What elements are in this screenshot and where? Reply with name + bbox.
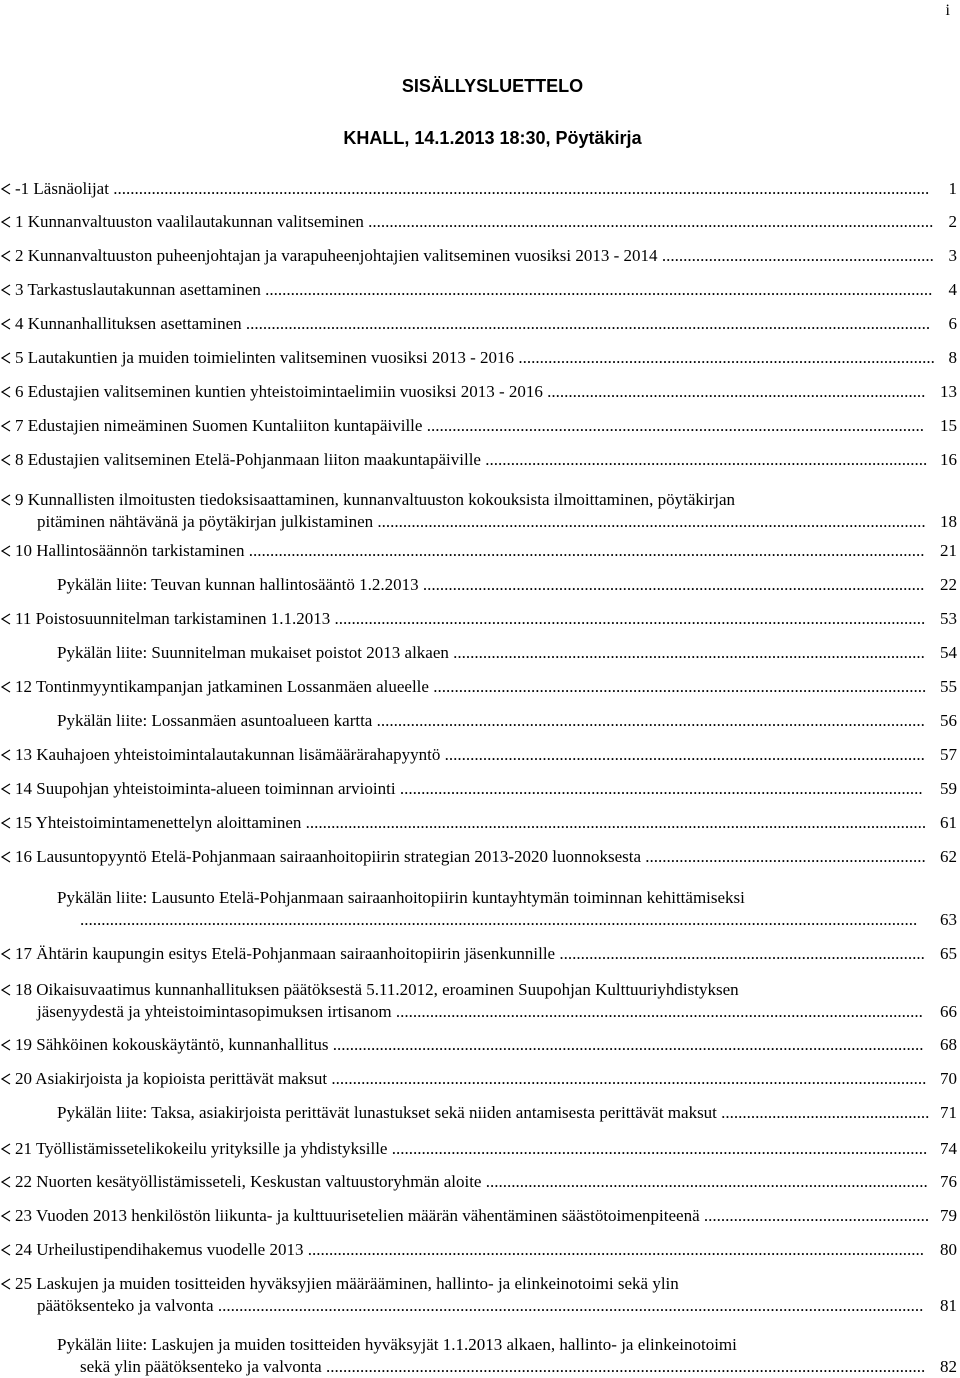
toc-entry-page: 54	[940, 643, 957, 662]
toc-entry-title: sekä ylin päätöksenteko ja valvonta	[80, 1357, 322, 1376]
toc-entry[interactable]	[0, 489, 960, 533]
dot-leader: ......................................................................................	[555, 944, 925, 963]
bullet-marker-icon	[0, 211, 14, 233]
toc-entry-page: 65	[940, 944, 957, 963]
dot-leader: ............................................................................................................................................	[327, 1069, 927, 1088]
dot-leader: ......................................................................................................................................................................	[213, 1296, 924, 1315]
toc-entry-title: jäsenyydestä ja yhteistoimintasopimuksen irtisanom	[37, 1002, 392, 1021]
toc-entry-page: 18	[940, 512, 957, 531]
toc-entry-page: 81	[940, 1296, 957, 1315]
toc-entry-page: 13	[940, 382, 957, 401]
toc-entry[interactable]	[0, 812, 960, 834]
bullet-marker-icon	[0, 1239, 14, 1261]
toc-entry[interactable]	[0, 540, 960, 562]
toc-entry[interactable]	[0, 313, 960, 335]
toc-entry-title: Pykälän liite: Laskujen ja muiden tositteiden hyväksyjät 1.1.2013 alkaen, hallinto- ja elinkeinotoimi	[57, 1335, 737, 1354]
bullet-marker-icon	[0, 943, 14, 965]
toc-entry-title: 3 Tarkastuslautakunnan asettaminen	[15, 280, 261, 299]
toc-entry[interactable]	[0, 943, 960, 965]
toc-entry[interactable]	[0, 710, 960, 732]
dot-leader: .................................................................................................................................	[372, 711, 925, 730]
bullet-marker-icon	[0, 347, 14, 369]
toc-entry-title: 2 Kunnanvaltuuston puheenjohtajan ja varapuheenjohtajien valitseminen vuosiksi 2013 - 2014	[15, 246, 658, 265]
dot-leader: ..................................................................................................	[514, 348, 935, 367]
dot-leader: ...........................................................................................................................................	[328, 1035, 924, 1054]
toc-entry-title: Pykälän liite: Lausunto Etelä-Pohjanmaan sairaanhoitopiirin kuntayhtymän toiminnan kehittämiseksi	[57, 888, 745, 907]
bullet-marker-icon	[0, 449, 14, 471]
bullet-marker-icon	[0, 979, 14, 1001]
toc-entry-title: päätöksenteko ja valvonta	[37, 1296, 214, 1315]
toc-entry-page: 8	[948, 348, 957, 367]
toc-entry-page: 59	[940, 779, 957, 798]
toc-entry[interactable]	[0, 1068, 960, 1090]
dot-leader: ...........................................................................................................................	[395, 779, 923, 798]
toc-entry[interactable]	[0, 1334, 960, 1378]
toc-entry-page: 22	[940, 575, 957, 594]
dot-leader: ........................................................................................................	[481, 1172, 928, 1191]
dot-leader: ...........................................................................................................................................	[330, 609, 926, 628]
toc-entry[interactable]	[0, 1205, 960, 1227]
toc-entry[interactable]	[0, 1138, 960, 1160]
bullet-marker-icon	[0, 676, 14, 698]
bullet-marker-icon	[0, 1138, 14, 1160]
dot-leader: ...............................................................................................................	[448, 643, 925, 662]
toc-entry[interactable]	[0, 381, 960, 403]
toc-entry-page: 15	[940, 416, 957, 435]
toc-entry-page: 68	[940, 1035, 957, 1054]
dot-leader: .................................................................................................................................................................	[241, 314, 931, 333]
bullet-marker-icon	[0, 489, 14, 511]
toc-entry-page: 3	[948, 246, 957, 265]
toc-entry-page: 80	[940, 1240, 957, 1259]
dot-leader: .....................................................................................................................................................................................................	[80, 910, 918, 929]
bullet-marker-icon	[0, 778, 14, 800]
toc-entry-title: 15 Yhteistoimintamenettelyn aloittaminen	[15, 813, 302, 832]
toc-entry[interactable]	[0, 347, 960, 369]
dot-leader: .....................................................................................................................................	[363, 212, 934, 231]
toc-entry[interactable]	[0, 608, 960, 630]
toc-entry-title: 8 Edustajien valitseminen Etelä-Pohjanmaan liiton maakuntapäiville	[15, 450, 481, 469]
dot-leader: ..................................................................................................................................................	[301, 813, 927, 832]
toc-entry-page: 53	[940, 609, 957, 628]
dot-leader: .....................................................	[699, 1206, 930, 1225]
toc-entry[interactable]	[0, 887, 960, 931]
toc-entry-title: 16 Lausuntopyyntö Etelä-Pohjanmaan sairaanhoitopiirin strategian 2013-2020 luonnoksesta	[15, 847, 642, 866]
toc-entry-page: 74	[940, 1139, 957, 1158]
bullet-marker-icon	[0, 415, 14, 437]
dot-leader: .................................................................................................................................................	[303, 1240, 924, 1259]
bullet-marker-icon	[0, 279, 14, 301]
dot-leader: ..................................................................	[641, 847, 926, 866]
dot-leader: .............................................................................................................................................................	[260, 280, 933, 299]
bullet-marker-icon	[0, 1171, 14, 1193]
toc-entry-page: 16	[940, 450, 957, 469]
bullet-marker-icon	[0, 846, 14, 868]
toc-entry-title: Pykälän liite: Taksa, asiakirjoista perittävät lunastukset sekä niiden antamisesta perittävät maksut	[57, 1103, 717, 1122]
toc-entry[interactable]	[0, 778, 960, 800]
toc-entry-title: 24 Urheilustipendihakemus vuodelle 2013	[15, 1240, 304, 1259]
bullet-marker-icon	[0, 812, 14, 834]
dot-leader: .........................................................................................	[542, 382, 926, 401]
toc-entry-page: 66	[940, 1002, 957, 1021]
dot-leader: ........................................................................................................	[480, 450, 928, 469]
dot-leader: ......................................................................................................................	[418, 575, 925, 594]
bullet-marker-icon	[0, 245, 14, 267]
toc-entry-page: 79	[940, 1206, 957, 1225]
toc-entry[interactable]	[0, 1102, 960, 1124]
toc-entry-title: 23 Vuoden 2013 henkilöstön liikunta- ja kulttuurisetelien määrän vähentäminen säästötoimenpiteenä	[15, 1206, 700, 1225]
dot-leader: ................................................................................................................................................................................................	[108, 179, 930, 198]
toc-entry-title: 18 Oikaisuvaatimus kunnanhallituksen päätöksestä 5.11.2012, eroaminen Suupohjan Kulttuuriyhdistyksen	[15, 980, 739, 999]
toc-entry-title: 13 Kauhajoen yhteistoimintalautakunnan lisämäärärahapyyntö	[15, 745, 441, 764]
toc-entry[interactable]	[0, 449, 960, 471]
bullet-marker-icon	[0, 313, 14, 335]
toc-entry-page: 1	[948, 179, 957, 198]
toc-entry[interactable]	[0, 245, 960, 267]
toc-entry-title: Pykälän liite: Teuvan kunnan hallintosääntö 1.2.2013	[57, 575, 419, 594]
toc-entry[interactable]	[0, 415, 960, 437]
toc-entry-title: 1 Kunnanvaltuuston vaalilautakunnan valitseminen	[15, 212, 364, 231]
toc-entry-page: 21	[940, 541, 957, 560]
toc-entry-page: 62	[940, 847, 957, 866]
toc-entry-title: 25 Laskujen ja muiden tositteiden hyväksyjien määrääminen, hallinto- ja elinkeinotoimi sekä ylin	[15, 1274, 679, 1293]
toc-entry-page: 2	[948, 212, 957, 231]
toc-entry-title: 6 Edustajien valitseminen kuntien yhteistoimintaelimiin vuosiksi 2013 - 2016	[15, 382, 543, 401]
bullet-marker-icon	[0, 1068, 14, 1090]
toc-entry-title: 20 Asiakirjoista ja kopioista perittävät maksut	[15, 1069, 328, 1088]
page-subtitle: KHALL, 14.1.2013 18:30, Pöytäkirja	[343, 128, 642, 148]
toc-entry-title: 22 Nuorten kesätyöllistämisseteli, Keskustan valtuustoryhmän aloite	[15, 1172, 482, 1191]
toc-entry-title: 9 Kunnallisten ilmoitusten tiedoksisaattaminen, kunnanvaltuuston kokouksista ilmoittaminen, pöytäkirjan	[15, 490, 736, 509]
dot-leader: ..............................................................................................................................	[387, 1139, 928, 1158]
toc-entry-title: pitäminen nähtävänä ja pöytäkirjan julkistaminen	[37, 512, 374, 531]
toc-entry-title: Pykälän liite: Lossanmäen asuntoalueen kartta	[57, 711, 373, 730]
bullet-marker-icon	[0, 1273, 14, 1295]
toc-entry-page: 6	[948, 314, 957, 333]
bullet-marker-icon	[0, 178, 14, 200]
toc-entry-title: 21 Työllistämissetelikokeilu yrityksille ja yhdistyksille	[15, 1139, 388, 1158]
toc-entry-page: 55	[940, 677, 957, 696]
dot-leader: .................................................................................................................................	[373, 512, 926, 531]
dot-leader: ...............................................................................................................................................................	[244, 541, 925, 560]
toc-entry-page: 4	[948, 280, 957, 299]
bullet-marker-icon	[0, 1034, 14, 1056]
bullet-marker-icon	[0, 608, 14, 630]
toc-entry[interactable]	[0, 1171, 960, 1193]
toc-entry-title: 11 Poistosuunnitelman tarkistaminen 1.1.2013	[15, 609, 331, 628]
bullet-marker-icon	[0, 381, 14, 403]
dot-leader: ....................................................................................................................	[428, 677, 927, 696]
toc-entry-page: 61	[940, 813, 957, 832]
page-number: i	[945, 2, 950, 19]
bullet-marker-icon	[0, 744, 14, 766]
toc-entry[interactable]	[0, 1239, 960, 1261]
toc-entry[interactable]	[0, 642, 960, 664]
toc-entry-title: 14 Suupohjan yhteistoiminta-alueen toiminnan arviointi	[15, 779, 396, 798]
bullet-marker-icon	[0, 540, 14, 562]
page-title: SISÄLLYSLUETTELO	[401, 76, 584, 96]
toc-entry[interactable]	[0, 1273, 960, 1317]
toc-entry[interactable]	[0, 574, 960, 596]
toc-entry[interactable]	[0, 178, 960, 200]
toc-entry[interactable]	[0, 979, 960, 1023]
dot-leader: .................................................................................................................	[440, 745, 925, 764]
dot-leader: ................................................................	[657, 246, 934, 265]
dot-leader: .................................................	[716, 1103, 930, 1122]
dot-leader: .....................................................................................................................	[422, 416, 924, 435]
toc-entry-page: 56	[940, 711, 957, 730]
toc-entry-title: 7 Edustajien nimeäminen Suomen Kuntaliiton kuntapäiville	[15, 416, 423, 435]
toc-entry-title: 5 Lautakuntien ja muiden toimielinten valitseminen vuosiksi 2013 - 2016	[15, 348, 515, 367]
toc-entry[interactable]	[0, 1034, 960, 1056]
toc-entry-title: 12 Tontinmyyntikampanjan jatkaminen Lossanmäen alueelle	[15, 677, 429, 696]
toc-entry[interactable]	[0, 846, 960, 868]
toc-entry[interactable]	[0, 279, 960, 301]
toc-entry-page: 57	[940, 745, 957, 764]
toc-entry-page: 63	[940, 910, 957, 929]
toc-entry-title: 17 Ähtärin kaupungin esitys Etelä-Pohjanmaan sairaanhoitopiirin jäsenkunnille	[15, 944, 556, 963]
dot-leader: .............................................................................................................................................	[321, 1357, 926, 1376]
toc-entry-title: 19 Sähköinen kokouskäytäntö, kunnanhallitus	[15, 1035, 329, 1054]
toc-entry-title: Pykälän liite: Suunnitelman mukaiset poistot 2013 alkaen	[57, 643, 449, 662]
toc-entry-page: 71	[940, 1103, 957, 1122]
bullet-marker-icon	[0, 1205, 14, 1227]
toc-entry-page: 76	[940, 1172, 957, 1191]
toc-entry-page: 70	[940, 1069, 957, 1088]
toc-entry[interactable]	[0, 744, 960, 766]
toc-entry[interactable]	[0, 676, 960, 698]
dot-leader: ............................................................................................................................	[391, 1002, 923, 1021]
toc-entry-page: 82	[940, 1357, 957, 1376]
toc-entry-title: -1 Läsnäolijat	[15, 179, 109, 198]
toc-entry[interactable]	[0, 211, 960, 233]
toc-entry-title: 10 Hallintosäännön tarkistaminen	[15, 541, 245, 560]
toc-entry-title: 4 Kunnanhallituksen asettaminen	[15, 314, 242, 333]
